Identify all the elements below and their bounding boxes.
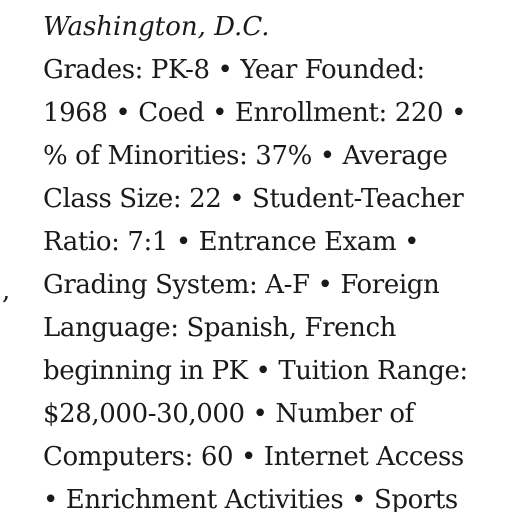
entry-line: Ratio: 7:1 • Entrance Exam • bbox=[43, 227, 420, 257]
entry-line: Grading System: A-F • Foreign bbox=[43, 270, 440, 300]
school-location: Washington, D.C. bbox=[43, 12, 270, 42]
entry-line: 1968 • Coed • Enrollment: 220 • bbox=[43, 98, 466, 128]
school-entry bbox=[43, 6, 508, 512]
entry-line: Computers: 60 • Internet Access bbox=[43, 442, 464, 472]
entry-line: % of Minorities: 37% • Average bbox=[43, 141, 448, 171]
entry-line: Class Size: 22 • Student-Teacher bbox=[43, 184, 464, 214]
entry-line: Grades: PK-8 • Year Founded: bbox=[43, 55, 425, 85]
entry-line: $28,000-30,000 • Number of bbox=[43, 399, 414, 429]
cropped-column-comma: , bbox=[2, 276, 11, 306]
entry-line: beginning in PK • Tuition Range: bbox=[43, 356, 468, 386]
entry-line: Language: Spanish, French bbox=[43, 313, 396, 343]
entry-line: • Enrichment Activities • Sports bbox=[43, 485, 458, 512]
